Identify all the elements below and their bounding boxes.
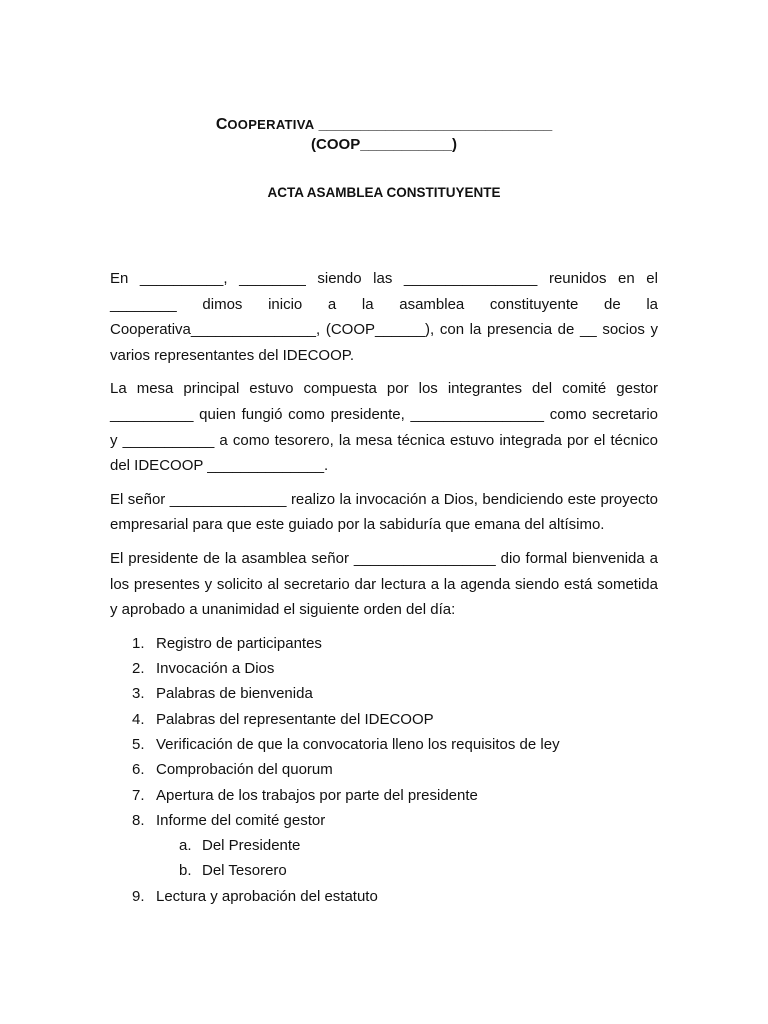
agenda-subitem bbox=[110, 858, 658, 883]
paragraph-invocation: El señor ______________ realizo la invocación a Dios, bendiciendo este proyecto empresarial para que este guiado por la sabiduría que emana del altísimo. bbox=[110, 490, 658, 534]
agenda-item-number: 9. bbox=[132, 887, 145, 905]
agenda-item bbox=[110, 757, 658, 782]
paragraph-welcome: El presidente de la asamblea señor _________________ dio formal bienvenida a los presentes y solicito al secretario dar lectura a la agenda siendo está sometida y aprobado a unanimidad el siguiente orden del día: bbox=[110, 549, 658, 619]
agenda-item bbox=[110, 681, 658, 706]
agenda-item-text: Invocación a Dios bbox=[156, 660, 275, 678]
agenda-subitem-text: Del Tesorero bbox=[202, 862, 287, 880]
agenda-item-number: 1. bbox=[132, 634, 145, 652]
coop-acronym-line: (COOP___________) bbox=[311, 136, 457, 153]
agenda-item bbox=[110, 808, 658, 833]
document-body bbox=[110, 266, 658, 909]
agenda-item-text: Palabras de bienvenida bbox=[156, 685, 313, 703]
agenda-item-text: Palabras del representante del IDECOOP bbox=[156, 710, 434, 728]
agenda-item bbox=[110, 707, 658, 732]
agenda-subitem-letter: a. bbox=[179, 837, 192, 855]
agenda-item bbox=[110, 783, 658, 808]
agenda-list bbox=[110, 631, 658, 833]
agenda-item bbox=[110, 884, 658, 909]
agenda-item-text: Informe del comité gestor bbox=[156, 811, 326, 829]
agenda-subitem-text: Del Presidente bbox=[202, 837, 301, 855]
document-title: ACTA ASAMBLEA CONSTITUYENTE bbox=[267, 185, 501, 200]
agenda-subitem bbox=[110, 833, 658, 858]
agenda-item-number: 7. bbox=[132, 786, 145, 804]
agenda-item-text: Verificación de que la convocatoria lleno los requisitos de ley bbox=[156, 735, 560, 753]
cooperative-label-initial: C bbox=[215, 116, 228, 133]
cooperative-name-blank: ____________________________ bbox=[314, 116, 553, 133]
agenda-item bbox=[110, 732, 658, 757]
agenda-sublist bbox=[110, 833, 658, 884]
agenda-item-number: 5. bbox=[132, 735, 145, 753]
agenda-item-number: 4. bbox=[132, 710, 145, 728]
agenda-item-number: 3. bbox=[132, 685, 145, 703]
agenda-item-number: 2. bbox=[132, 660, 145, 678]
document-header bbox=[0, 115, 768, 155]
agenda-item-text: Lectura y aprobación del estatuto bbox=[156, 887, 378, 905]
agenda-item bbox=[110, 656, 658, 681]
agenda-item-text: Apertura de los trabajos por parte del presidente bbox=[156, 786, 478, 804]
agenda-item-text: Registro de participantes bbox=[156, 634, 322, 652]
paragraph-presiding-table: La mesa principal estuvo compuesta por los integrantes del comité gestor __________ quien fungió como presidente, ________________ como secretario y ___________ a como tesorero, la mesa técnica estuvo integrada por el técnico del IDECOOP ______________. bbox=[110, 380, 658, 475]
cooperative-name-line bbox=[0, 115, 768, 135]
agenda-list-continued bbox=[110, 884, 658, 909]
agenda-item-text: Comprobación del quorum bbox=[156, 761, 333, 779]
paragraph-opening: En __________, ________ siendo las ________________ reunidos en el ________ dimos inicio a la asamblea constituyente de la Cooperativa_______________, (COOP______), con la presencia de __ socios y varios representantes del IDECOOP. bbox=[110, 270, 658, 364]
cooperative-label-rest: OOPERATIVA bbox=[227, 117, 315, 132]
agenda-item-number: 6. bbox=[132, 761, 145, 779]
agenda-item-number: 8. bbox=[132, 811, 145, 829]
agenda-subitem-letter: b. bbox=[179, 862, 192, 880]
agenda-item bbox=[110, 631, 658, 656]
